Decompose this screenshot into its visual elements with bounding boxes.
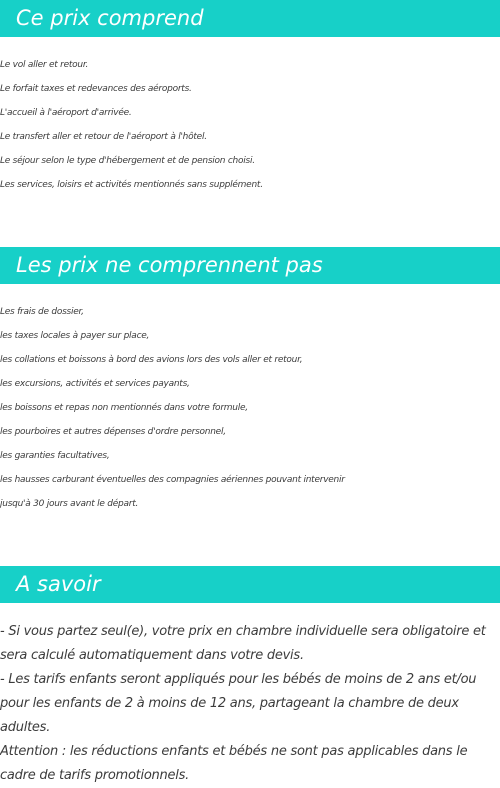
paragraph: - Si vous partez seul(e), votre prix en chambre individuelle sera obligatoire et sera calculé automatiquement dans votre devis.: [0, 624, 486, 663]
list-item: Le vol aller et retour.: [0, 60, 89, 70]
section-title-included: Ce prix comprend: [0, 0, 500, 37]
list-item: les excursions, activités et services payants,: [0, 379, 190, 389]
list-item: Les services, loisirs et activités mentionnés sans supplément.: [0, 180, 263, 190]
section-body-not-included: [0, 300, 500, 516]
section-title-good-to-know: A savoir: [0, 566, 500, 603]
list-item: les boissons et repas non mentionnés dans votre formule,: [0, 403, 248, 413]
list-item: Les frais de dossier,: [0, 307, 84, 317]
list-item: les hausses carburant éventuelles des compagnies aériennes pouvant intervenir: [0, 475, 345, 485]
list-item: les collations et boissons à bord des avions lors des vols aller et retour,: [0, 355, 303, 365]
list-item: les taxes locales à payer sur place,: [0, 331, 150, 341]
list-item: Le séjour selon le type d'hébergement et de pension choisi.: [0, 156, 255, 166]
paragraph: - Les tarifs enfants seront appliqués pour les bébés de moins de 2 ans et/ou pour les enfants de 2 à moins de 12 ans, partageant la chambre de deux adultes.: [0, 672, 477, 735]
list-item: Le transfert aller et retour de l'aéroport à l'hôtel.: [0, 132, 207, 142]
list-item: les pourboires et autres dépenses d'ordre personnel,: [0, 427, 226, 437]
section-body-included: [0, 53, 500, 197]
list-item: jusqu'à 30 jours avant le départ.: [0, 499, 139, 509]
list-item: les garanties facultatives,: [0, 451, 110, 461]
paragraph: Attention : les réductions enfants et bébés ne sont pas applicables dans le cadre de tarifs promotionnels.: [0, 744, 468, 783]
list-item: Le forfait taxes et redevances des aéroports.: [0, 84, 192, 94]
section-title-not-included: Les prix ne comprennent pas: [0, 247, 500, 284]
list-item: L'accueil à l'aéroport d'arrivée.: [0, 108, 132, 118]
